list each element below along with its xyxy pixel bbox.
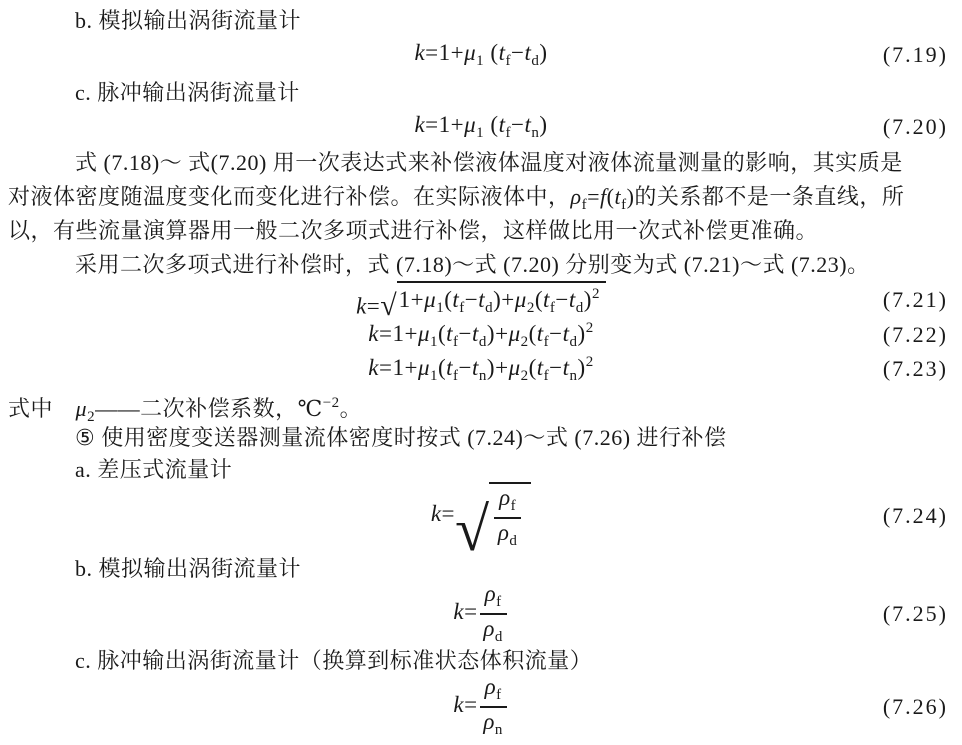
- equation-row-7-19: [0, 36, 962, 74]
- paragraph-text: 对液体密度随温度变化而变化进行补偿。在实际液体中，: [8, 184, 571, 209]
- equation-row-7-25: [0, 581, 962, 645]
- list-item-label: b. 模拟输出涡街流量计: [75, 8, 302, 33]
- formula-7-19: $k=1+\mu_1$ $(t_f-t_d)$: [414, 40, 548, 69]
- list-item-a-dp-flowmeter: [0, 454, 962, 486]
- where-clause-text: 式中 $\mu_2——$二次补偿系数，℃$^{-2}$。: [8, 395, 363, 425]
- equation-row-7-24: [0, 485, 962, 565]
- formula-7-20: $k=1+\mu_1$ $(t_f-t_n)$: [414, 112, 548, 141]
- equation-number-7-19: (7.19): [882, 42, 948, 67]
- formula-7-22: $k=1+\mu_1(t_f-t_d)+\mu_2(t_f-t_d)^2$: [368, 319, 594, 350]
- equation-number-7-23: (7.23): [882, 356, 948, 381]
- list-item-label: b. 模拟输出涡街流量计: [75, 556, 302, 581]
- formula-7-26: k= $\frac{\rho_f}{\rho_n}$: [453, 675, 508, 739]
- list-item-label: c. 脉冲输出涡街流量计: [75, 80, 300, 105]
- equation-number-7-24: (7.24): [882, 503, 948, 528]
- equation-row-7-20: [0, 108, 962, 146]
- list-item-label: ⑤ 使用密度变送器测量流体密度时按式 (7.24)～式 (7.26) 进行补偿: [75, 425, 727, 450]
- list-item-5-density-transmitter: [0, 422, 962, 454]
- formula-7-24: k= √ $\frac{\rho_f}{\rho_d}$: [431, 482, 531, 550]
- paragraph-2: [0, 248, 962, 282]
- equation-row-7-23: [0, 352, 962, 386]
- equation-row-7-22: [0, 318, 962, 352]
- list-item-label: c. 脉冲输出涡街流量计（换算到标准状态体积流量）: [75, 648, 593, 673]
- paragraph-1-line-2: [0, 180, 962, 214]
- equation-number-7-22: (7.22): [882, 322, 948, 347]
- equation-row-7-21: [0, 282, 962, 323]
- formula-7-21: k= √ $1+\mu_1(t_f-t_d)+\mu_2(t_f-t_d)^2$: [356, 281, 606, 320]
- equation-number-7-26: (7.26): [882, 694, 948, 719]
- equation-row-7-26: [0, 676, 962, 738]
- paragraph-text: 式 (7.18)～ 式(7.20) 用一次表达式来补偿液体温度对液体流量测量的影响，其实质是: [75, 150, 903, 175]
- paragraph-text: 以，有些流量演算器用一般二次多项式进行补偿，这样做比用一次式补偿更准确。: [8, 218, 819, 243]
- equation-number-7-21: (7.21): [882, 287, 948, 312]
- paragraph-1-line-1: [0, 146, 962, 180]
- paragraph-text: 的关系都不是一条直线，所: [634, 184, 905, 209]
- where-clause: [0, 386, 962, 425]
- equation-number-7-20: (7.20): [882, 114, 948, 139]
- formula-7-23: $k=1+\mu_1(t_f-t_n)+\mu_2(t_f-t_n)^2$: [368, 353, 594, 384]
- list-item-b-analog-1: [0, 6, 962, 36]
- paragraph-1-line-3: [0, 214, 962, 248]
- formula-7-25: k= $\frac{\rho_f}{\rho_d}$: [453, 582, 508, 646]
- inline-formula-rho-f: $\rho_f=f(t_f)$: [570, 184, 635, 213]
- list-item-c-pulse-2: [0, 646, 962, 676]
- list-item-label: a. 差压式流量计: [75, 457, 233, 482]
- list-item-c-pulse-1: [0, 78, 962, 108]
- paragraph-text: 采用二次多项式进行补偿时，式 (7.18)～式 (7.20) 分别变为式 (7.21)～式 (7.23)。: [75, 252, 870, 277]
- equation-number-7-25: (7.25): [882, 601, 948, 626]
